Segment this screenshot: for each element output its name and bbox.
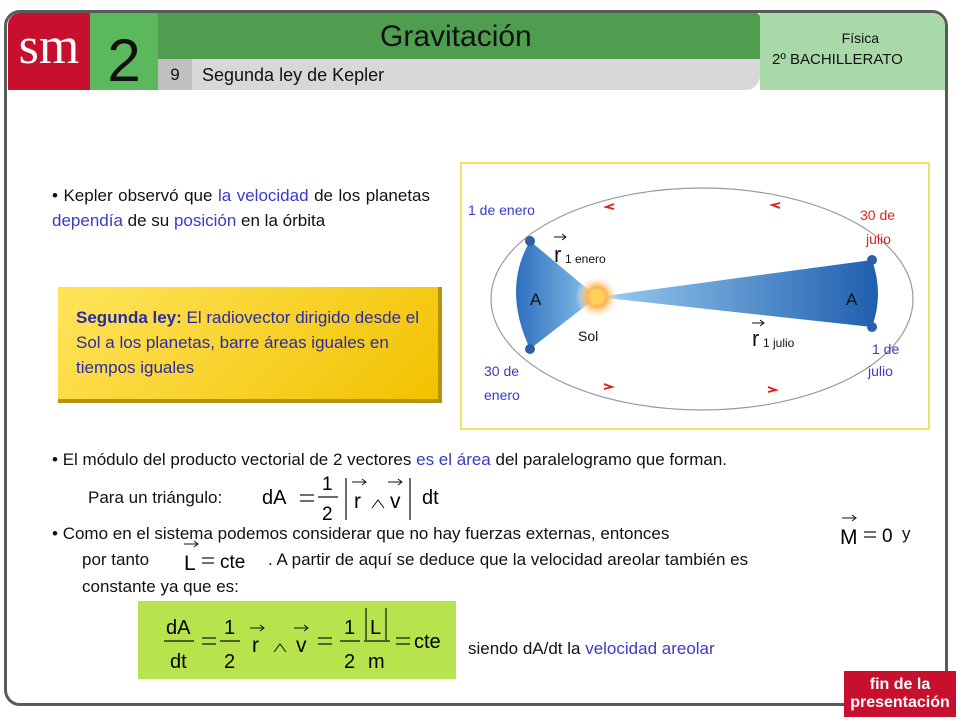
como-text-2: . A partir de aquí se deduce que la velocidad areolar también es	[268, 550, 749, 569]
eq-v-arrow	[388, 479, 402, 485]
vector-arrow-jan	[554, 234, 566, 240]
sun-label: Sol	[578, 328, 599, 344]
eq-dA: dA	[262, 487, 287, 509]
arrow-bottom-left	[604, 384, 612, 389]
areolar-equation	[150, 604, 450, 676]
course-label: 2º BACHILLERATO	[772, 51, 903, 68]
M-zero-equation	[836, 512, 900, 550]
end-presentation-line-1: fin de la	[869, 676, 931, 693]
bullet-como: •	[52, 524, 58, 543]
eq-dt: dt	[422, 487, 439, 509]
eq-r: r	[354, 490, 361, 513]
label-jan30b: enero	[484, 387, 520, 403]
eq-r-arrow	[352, 479, 366, 485]
subject-label: Física	[841, 30, 879, 46]
M-arrow	[842, 515, 856, 521]
modulo-text-2: del paralelogramo que forman.	[490, 450, 728, 469]
ar-one-1: 1	[224, 617, 236, 639]
orbit-diagram	[460, 162, 930, 430]
eq-L: L	[184, 552, 196, 575]
L-cte-equation	[180, 538, 270, 576]
kepler-highlight-dependia: dependía	[52, 211, 123, 230]
como-y: y	[902, 524, 911, 543]
ar-m: m	[368, 651, 385, 673]
planet-jan1	[525, 236, 535, 246]
kepler-highlight-velocidad: la velocidad	[217, 186, 309, 205]
vector-r-jan-sub: 1 enero	[565, 252, 606, 266]
eq-cte: cte	[220, 552, 246, 573]
ar-cte: cte	[414, 631, 441, 653]
ar-v: v	[296, 634, 307, 657]
modulo-text-1: El módulo del producto vectorial de 2 vectores	[62, 450, 417, 469]
kepler-text-3: de su	[122, 211, 174, 230]
sm-logo: sm	[8, 13, 90, 90]
end-presentation-line-2: presentación	[850, 694, 950, 711]
section-number: 9	[158, 59, 192, 90]
swept-area-right	[597, 260, 878, 327]
kepler-text-1: Kepler observó que	[63, 186, 218, 205]
areolar-caption	[468, 639, 715, 659]
kepler-text-2: de los planetas	[308, 186, 431, 205]
vector-r-jan: r	[554, 242, 562, 267]
como-text-3: constante ya que es:	[82, 577, 239, 596]
eq-one: 1	[322, 474, 333, 495]
ar-r: r	[252, 634, 259, 657]
ar-v-arrow	[294, 625, 308, 631]
areolar-caption-highlight: velocidad areolar	[585, 639, 715, 658]
second-law-label: Segunda ley:	[76, 308, 182, 327]
eq-two: 2	[322, 504, 333, 525]
label-jul30b: julio	[866, 231, 891, 247]
triangle-equation	[258, 470, 448, 528]
arrow-top-left	[606, 204, 614, 209]
como-text-1: Como en el sistema podemos considerar que no hay fuerzas externas, entonces	[62, 524, 670, 543]
label-jul1b: julio	[868, 363, 893, 379]
label-jan1: 1 de enero	[468, 202, 535, 218]
bullet-modulo: •	[52, 450, 58, 469]
kepler-highlight-posicion: posición	[173, 211, 237, 230]
eq-v: v	[390, 490, 401, 513]
modulo-highlight: es el área	[416, 450, 491, 469]
chapter-number: 2	[90, 13, 158, 90]
vector-r-jul-sub: 1 julio	[763, 336, 795, 350]
L-arrow	[184, 541, 198, 547]
section-title: Segunda ley de Kepler	[202, 65, 385, 85]
area-label-left: A	[530, 290, 542, 309]
arrow-bottom-right	[768, 387, 776, 392]
sun	[590, 290, 604, 304]
second-law-text	[76, 305, 422, 380]
label-jan30: 30 de	[484, 363, 520, 379]
eq-wedge	[372, 500, 384, 508]
planet-jan30	[525, 344, 535, 354]
eq-zero: 0	[882, 526, 893, 547]
ar-L: L	[370, 617, 382, 639]
como-por-tanto: por tanto	[82, 550, 150, 569]
orbit-svg	[462, 164, 928, 428]
planet-jul30	[867, 255, 877, 265]
vector-r-jul: r	[752, 326, 760, 351]
ar-dt: dt	[170, 651, 187, 673]
ar-one-2: 1	[344, 617, 356, 639]
eq-M: M	[840, 526, 858, 549]
second-law-body: El radiovector dirigido desde el Sol a los planetas, barre áreas iguales en tiempos iguales	[76, 308, 419, 377]
label-jul1: 1 de	[872, 341, 900, 357]
como-line-1	[52, 524, 669, 544]
ar-two-2: 2	[344, 651, 356, 673]
end-presentation-button[interactable]	[844, 671, 956, 717]
planet-jul1	[867, 322, 877, 332]
ar-wedge	[274, 644, 286, 652]
ar-dA: dA	[166, 617, 191, 639]
area-label-right: A	[846, 290, 858, 309]
bullet: •	[52, 186, 58, 205]
ar-r-arrow	[250, 625, 264, 631]
kepler-observation	[52, 183, 430, 233]
triangle-label: Para un triángulo:	[88, 488, 223, 507]
course-box	[760, 13, 945, 90]
modulo-line	[52, 450, 727, 470]
page-title: Gravitación	[380, 20, 532, 53]
ar-two-1: 2	[224, 651, 236, 673]
arrow-top-right	[772, 203, 780, 208]
kepler-text-4: en la órbita	[236, 211, 326, 230]
areolar-caption-text: siendo dA/dt la	[468, 639, 586, 658]
label-jul30: 30 de	[860, 207, 896, 223]
